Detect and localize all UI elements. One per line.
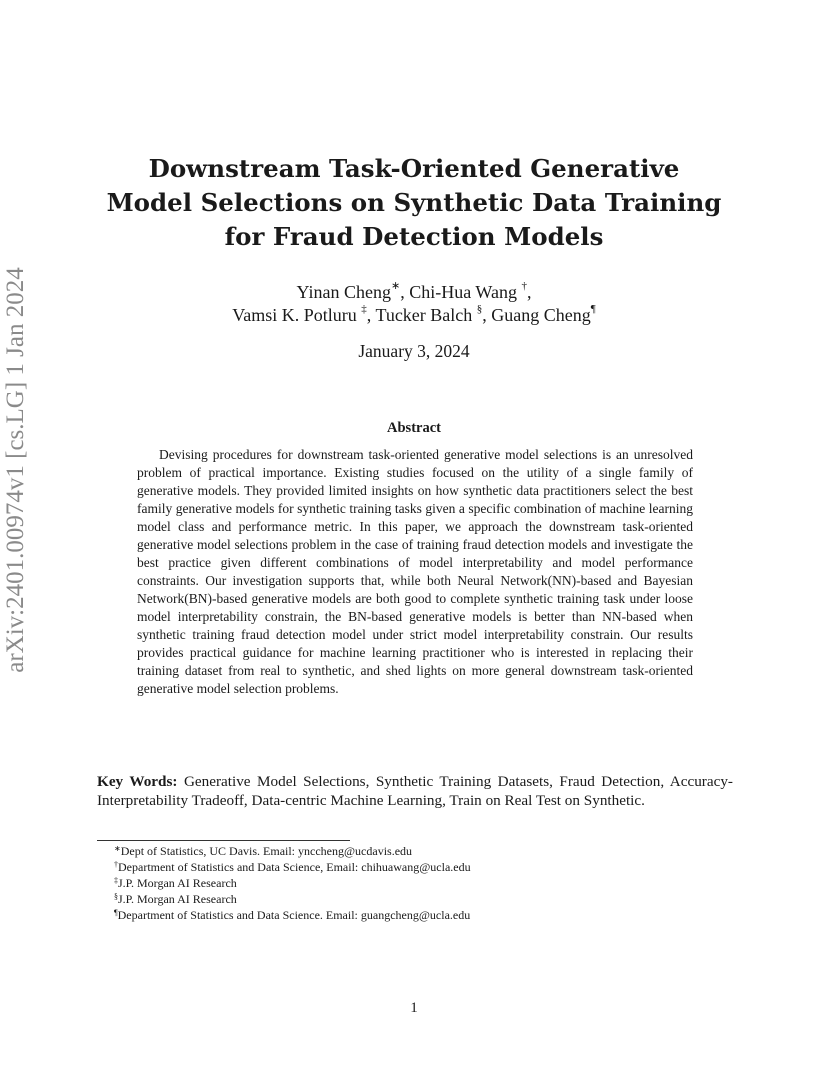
author-line-1: Yinan Cheng∗, Chi-Hua Wang †, bbox=[296, 280, 532, 302]
footnote bbox=[114, 907, 734, 923]
author-name: Guang Cheng bbox=[491, 305, 591, 325]
paper-title bbox=[60, 152, 768, 254]
footnote bbox=[114, 875, 734, 891]
footnote-divider bbox=[97, 840, 350, 841]
title-line-3: for Fraud Detection Models bbox=[224, 222, 604, 251]
arxiv-identifier-stamp: arXiv:2401.00974v1 [cs.LG] 1 Jan 2024 bbox=[2, 267, 29, 673]
author-footnote-mark: † bbox=[521, 280, 527, 292]
author-name: Yinan Cheng bbox=[296, 282, 392, 302]
footnotes bbox=[114, 843, 734, 923]
author-name: Tucker Balch bbox=[375, 305, 473, 325]
keywords-label: Key Words: bbox=[97, 773, 178, 790]
title-line-2: Model Selections on Synthetic Data Training bbox=[106, 188, 722, 217]
footnote-text: J.P. Morgan AI Research bbox=[118, 892, 237, 906]
title-line-1: Downstream Task-Oriented Generative bbox=[148, 154, 680, 183]
author-name: Vamsi K. Potluru bbox=[232, 305, 357, 325]
author-line-2: Vamsi K. Potluru ‡, Tucker Balch §, Guang Cheng¶ bbox=[232, 303, 596, 325]
footnote-text: Department of Statistics and Data Science, Email: chihuawang@ucla.edu bbox=[118, 860, 471, 874]
author-footnote-mark: § bbox=[476, 303, 483, 315]
author-list bbox=[60, 281, 768, 327]
footnote-text: Department of Statistics and Data Science. Email: guangcheng@ucla.edu bbox=[117, 908, 471, 922]
author-name: Chi-Hua Wang bbox=[409, 282, 517, 302]
footnote-text: Dept of Statistics, UC Davis. Email: ynccheng@ucdavis.edu bbox=[120, 844, 413, 858]
footnote-mark: ¶ bbox=[114, 908, 118, 917]
footnote-mark: † bbox=[114, 860, 118, 869]
footnote-mark: ‡ bbox=[114, 876, 118, 885]
keywords-paragraph bbox=[97, 772, 733, 810]
publication-date: January 3, 2024 bbox=[358, 341, 470, 361]
footnote bbox=[114, 891, 734, 907]
footnote-mark: § bbox=[114, 892, 118, 901]
author-footnote-mark: ‡ bbox=[361, 303, 367, 315]
abstract-text: Devising procedures for downstream task-oriented generative model selections is an unresolved problem of practical importance. Existing studies focused on the utility of a single family of generative models. They provided limited insights on how synthetic data practitioners select the best family generative models for synthetic training tasks given a specific combination of machine learning model class and performance metric. In this paper, we approach the downstream task-oriented generative model selections problem in the case of training fraud detection models and investigate the best practice given different combinations of model interpretability and model performance constraints. Our investigation supports that, while both Neural Network(NN)-based and Bayesian Network(BN)-based generative models are both good to complete synthetic training task under loose model interpretability constrain, the BN-based generative models is better than NN-based when synthetic training fraud detection model under strict model interpretability constrain. Our results provides practical guidance for machine learning practitioner who is interested in replacing their training dataset from real to synthetic, and shed lights on more general downstream task-oriented generative model selection problems. bbox=[137, 447, 693, 696]
footnote bbox=[114, 859, 734, 875]
keywords-text: Generative Model Selections, Synthetic Training Datasets, Fraud Detection, Accuracy-Interpretability Tradeoff, Data-centric Machine Learning, Train on Real Test on Synthetic. bbox=[97, 773, 733, 809]
footnote-mark: ∗ bbox=[114, 844, 121, 853]
footnote-text: J.P. Morgan AI Research bbox=[118, 876, 237, 890]
author-footnote-mark: ∗ bbox=[391, 280, 401, 292]
abstract-heading: Abstract bbox=[387, 420, 441, 436]
page-number: 1 bbox=[410, 1000, 418, 1016]
author-footnote-mark: ¶ bbox=[590, 303, 596, 315]
footnote bbox=[114, 843, 734, 859]
